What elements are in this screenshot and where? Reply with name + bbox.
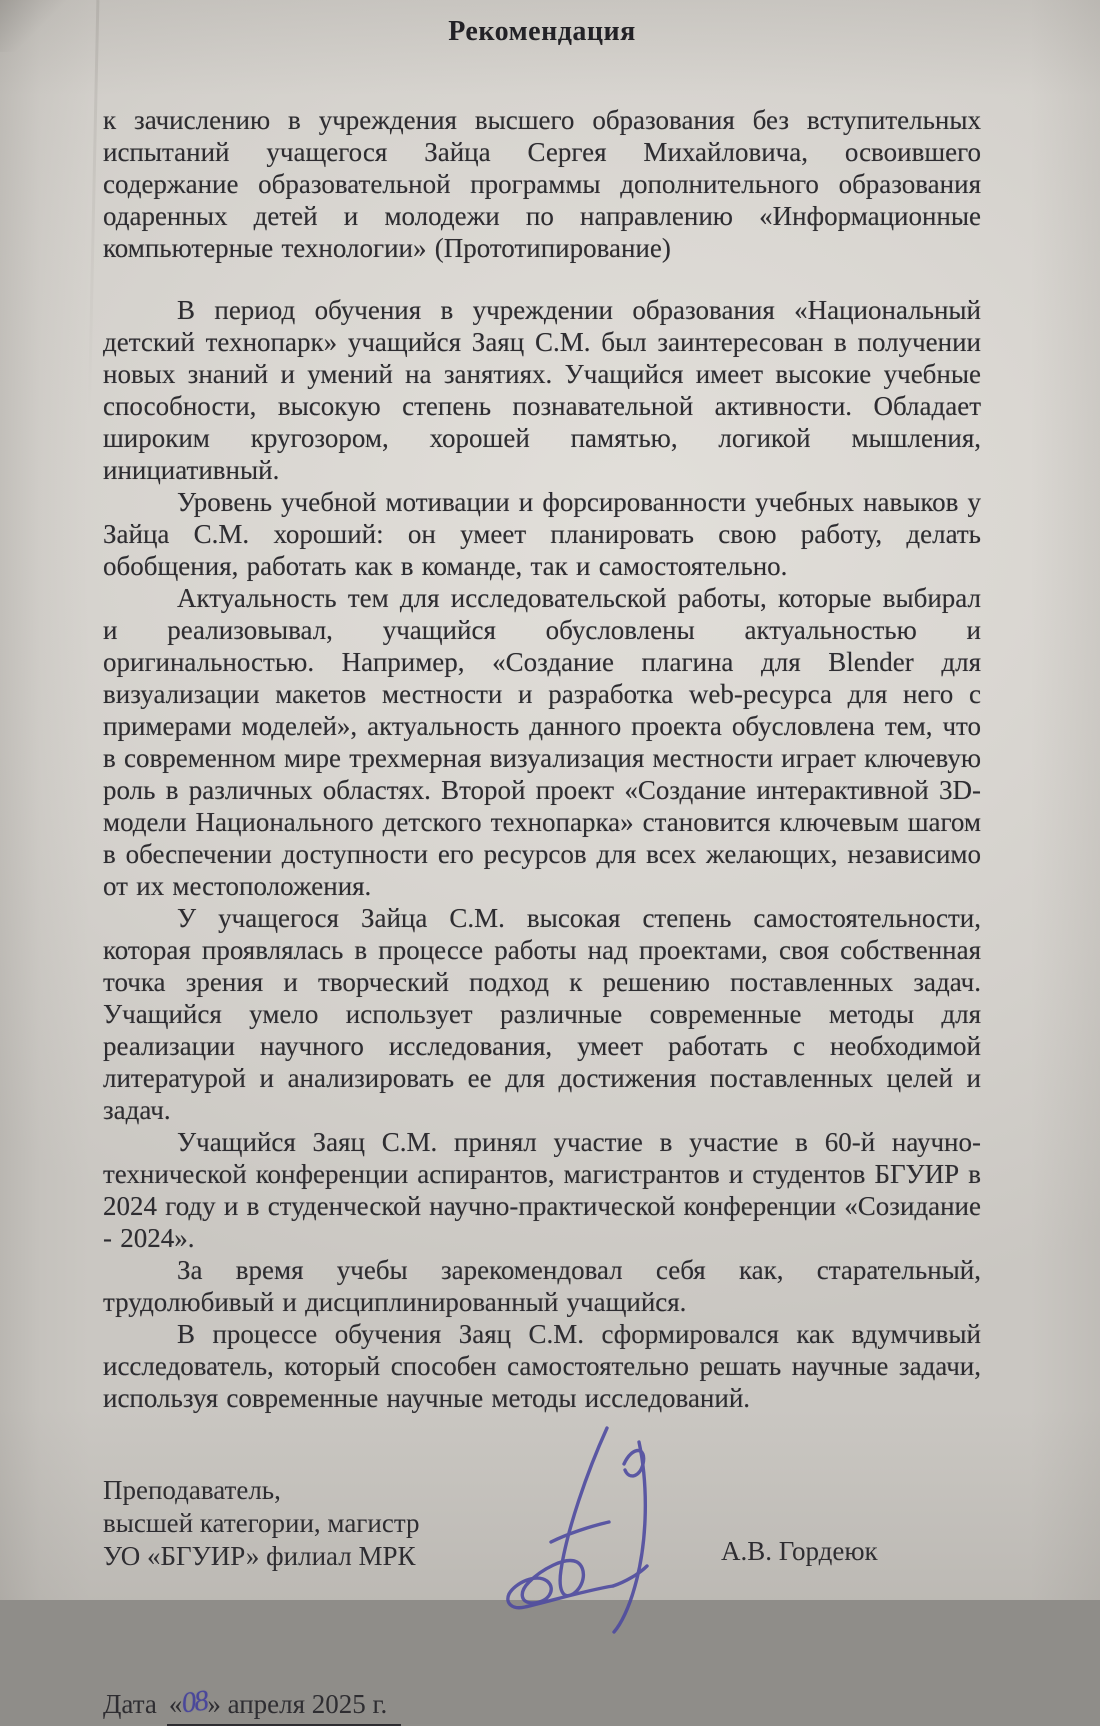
paragraph-conferences: Учащийся Заяц С.М. принял участие в участие в 60-й научно-технической конференции аспирантов, магистрантов и студентов БГУИР в 2024 году и в студенческой научно-практической конференции «Созидание - 2024». (103, 1127, 981, 1253)
paragraph-character: За время учебы зарекомендовал себя как, старательный, трудолюбивый и дисциплинированный учащийся. (103, 1255, 981, 1317)
date-label: Дата (103, 1689, 157, 1719)
date-month-year: апреля 2025 г. (227, 1689, 388, 1719)
close-quote: » (207, 1689, 221, 1719)
signer-role-line: УО «БГУИР» филиал МРК (103, 1541, 416, 1571)
date-line (103, 1684, 981, 1726)
paper-fold-crease (88, 0, 100, 420)
paragraph-independence: У учащегося Зайца С.М. высокая степень самостоятельности, которая проявлялась в процессе работы над проектами, своя собственная точка зрения и творческий подход к решению поставленных задач. Учащийся умело использует различные современные методы для реализации научного исследования, умеет работать с необходимой литературой и анализировать ее для достижения поставленных целей и задач. (103, 903, 981, 1125)
date-filled-value (167, 1684, 401, 1726)
paragraph-projects: Актуальность тем для исследовательской работы, которые выбирал и реализовывал, учащийся обусловлены актуальностью и оригинальностью. Например, «Создание плагина для Blender для визуализации макетов местности и разработка web-ресурса для него с примерами моделей», актуальность данного проекта обусловлена тем, что в современном мире трехмерная визуализация местности играет ключевую роль в различных областях. Второй проект «Создание интерактивной 3D-модели Национального детского технопарка» становится ключевым шагом в обеспечении доступности его ресурсов для всех желающих, независимо от их местоположения. (103, 583, 981, 901)
paragraph-motivation: Уровень учебной мотивации и форсированности учебных навыков у Зайца С.М. хороший: он умеет планировать свою работу, делать обобщения, работать как в команде, так и самостоятельно. (103, 487, 981, 581)
document-content (103, 16, 981, 1726)
handwritten-day-number: 08 (180, 1684, 209, 1720)
signer-role-line: Преподаватель, (103, 1475, 281, 1505)
paragraph-study-period: В период обучения в учреждении образования «Национальный детский технопарк» учащийся Заяц С.М. был заинтересован в получении новых знаний и умений на занятиях. Учащийся имеет высокие учебные способности, высокую степень познавательной активности. Обладает широким кругозором, хорошей памятью, логикой мышления, инициативный. (103, 295, 981, 485)
signer-role-line: высшей категории, магистр (103, 1508, 420, 1538)
signer-name: А.В. Гордеюк (721, 1536, 878, 1566)
paragraph-conclusion: В процессе обучения Заяц С.М. сформировался как вдумчивый исследователь, который способен самостоятельно решать научные задачи, используя современные научные методы исследований. (103, 1319, 981, 1413)
document-title: Рекомендация (448, 16, 636, 47)
signature-block (103, 1474, 981, 1642)
open-quote: « (168, 1689, 183, 1719)
paragraph-recommendation-intro: к зачислению в учреждения высшего образования без вступительных испытаний учащегося Зайца Сергея Михайловича, освоившего содержание образовательной программы дополнительного образования одаренных детей и молодежи по направлению «Информационные компьютерные технологии» (Прототипирование) (103, 105, 981, 263)
paper-corner-shadow (0, 0, 90, 52)
